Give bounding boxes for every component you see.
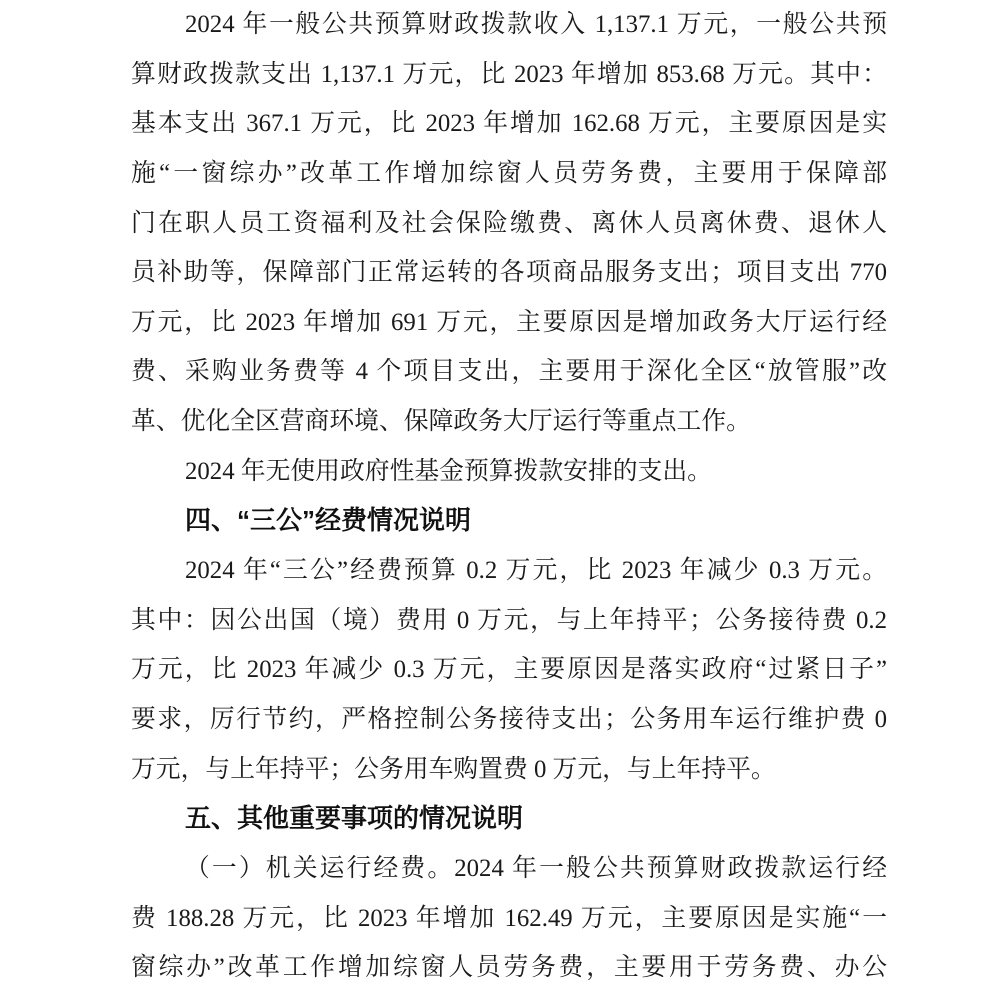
text-line: 革、优化全区营商环境、保障政务大厅运行等重点工作。 bbox=[131, 408, 751, 436]
text-line: 费 188.28 万元，比 2023 年增加 162.49 万元，主要原因是实施“一 bbox=[131, 904, 887, 932]
text-line: 基本支出 367.1 万元，比 2023 年增加 162.68 万元，主要原因是实 bbox=[131, 110, 887, 138]
section-heading: 四、“三公”经费情况说明 bbox=[185, 505, 472, 536]
text-line: 要求，厉行节约，严格控制公务接待支出；公务用车运行维护费 0 bbox=[131, 705, 887, 733]
text-line: 2024 年“三公”经费预算 0.2 万元，比 2023 年减少 0.3 万元。 bbox=[185, 557, 887, 585]
text-line: 万元，与上年持平；公务用车购置费 0 万元，与上年持平。 bbox=[131, 755, 776, 783]
text-line: （一）机关运行经费。2024 年一般公共预算财政拨款运行经 bbox=[185, 854, 887, 882]
text-line: 2024 年无使用政府性基金预算拨款安排的支出。 bbox=[185, 457, 712, 485]
text-line: 万元，比 2023 年增加 691 万元，主要原因是增加政务大厅运行经 bbox=[131, 308, 887, 336]
text-line: 施“一窗综办”改革工作增加综窗人员劳务费，主要用于保障部 bbox=[131, 159, 887, 187]
text-line: 窗综办”改革工作增加综窗人员劳务费，主要用于劳务费、办公 bbox=[131, 954, 887, 982]
text-line: 算财政拨款支出 1,137.1 万元，比 2023 年增加 853.68 万元。其中： bbox=[131, 60, 887, 88]
text-line: 其中：因公出国（境）费用 0 万元，与上年持平；公务接待费 0.2 bbox=[131, 606, 887, 634]
text-line: 万元，比 2023 年减少 0.3 万元，主要原因是落实政府“过紧日子” bbox=[131, 656, 887, 684]
text-line: 费、采购业务费等 4 个项目支出，主要用于深化全区“放管服”改 bbox=[131, 358, 887, 386]
text-line: 门在职人员工资福利及社会保险缴费、离休人员离休费、退休人 bbox=[131, 209, 887, 237]
text-line: 2024 年一般公共预算财政拨款收入 1,137.1 万元，一般公共预 bbox=[185, 11, 887, 38]
document-body bbox=[131, 0, 887, 993]
text-line: 员补助等，保障部门正常运转的各项商品服务支出；项目支出 770 bbox=[131, 259, 887, 287]
section-heading: 五、其他重要事项的情况说明 bbox=[185, 803, 524, 834]
